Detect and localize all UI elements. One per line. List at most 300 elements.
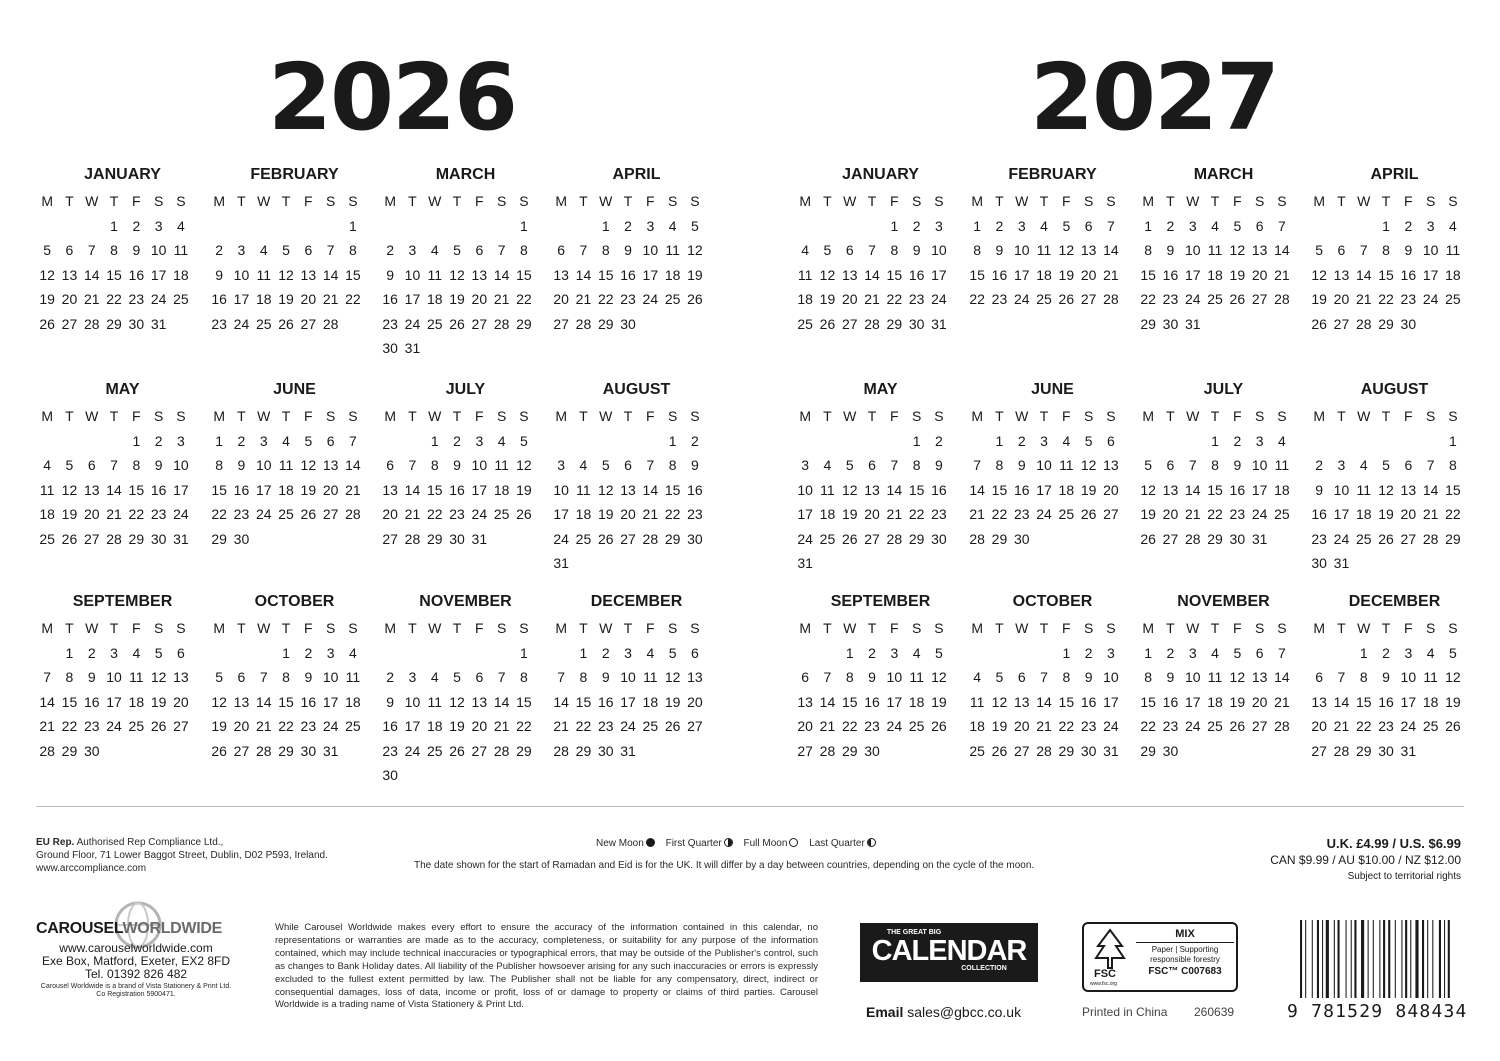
day-cell: 16 [211, 291, 227, 307]
day-cell: 8 [132, 457, 141, 473]
day-cell: 23 [908, 291, 925, 307]
weekday-header: S [496, 408, 507, 424]
day-cell: 11 [427, 266, 443, 283]
month-day-grid [550, 189, 715, 336]
day-cell: 14 [819, 693, 836, 710]
day-cell: 19 [150, 693, 167, 710]
day-cell: 10 [886, 669, 903, 685]
day-cell: 28 [642, 530, 659, 547]
day-cell: 8 [973, 242, 982, 258]
day-cell: 17 [471, 481, 488, 498]
month-day-grid [1308, 189, 1473, 336]
day-cell: 13 [233, 693, 250, 710]
day-cell: 21 [404, 506, 421, 522]
weekday-header: T [408, 408, 417, 424]
day-cell: 27 [1103, 506, 1119, 522]
day-cell: 29 [106, 315, 122, 332]
day-cell: 19 [1378, 506, 1394, 522]
day-cell: 28 [969, 530, 985, 547]
new-moon-label: New Moon [596, 838, 644, 849]
day-cell: 17 [404, 291, 421, 307]
weekday-header: W [257, 620, 271, 636]
weekday-header: F [475, 620, 484, 636]
day-cell: 13 [1333, 266, 1350, 283]
day-cell: 3 [1426, 217, 1435, 234]
day-cell: 24 [1422, 291, 1439, 307]
day-cell: 30 [128, 315, 145, 332]
month-name: AUGUST [602, 381, 671, 398]
day-cell: 6 [237, 669, 246, 685]
weekday-header: F [890, 620, 899, 636]
day-cell: 20 [471, 718, 488, 734]
day-cell: 8 [890, 242, 899, 258]
day-cell: 4 [801, 242, 810, 258]
day-cell: 22 [1378, 291, 1394, 307]
eu-rep-line1: Authorised Rep Compliance Ltd., [76, 837, 224, 848]
weekday-header: S [1277, 193, 1287, 209]
empty-day-cell [794, 214, 816, 239]
day-cell: 4 [430, 242, 439, 258]
day-cell: 22 [1140, 291, 1156, 307]
weekday-header: W [843, 408, 857, 424]
day-cell: 11 [1274, 457, 1290, 473]
weekday-header: F [304, 193, 313, 209]
day-cell: 11 [1207, 669, 1223, 685]
day-cell: 6 [1255, 217, 1264, 234]
day-cell: 24 [797, 530, 813, 547]
day-cell: 8 [1382, 242, 1390, 258]
day-cell: 24 [471, 506, 488, 522]
first-quarter-icon [724, 838, 733, 847]
day-cell: 15 [1355, 693, 1372, 710]
barcode-icon [1298, 920, 1458, 1002]
empty-day-cell [424, 641, 446, 666]
weekday-header: S [348, 620, 358, 636]
weekday-header: F [1062, 193, 1071, 209]
day-cell: 21 [1274, 693, 1290, 710]
weekday-header: S [1448, 193, 1458, 209]
empty-day-cell [1330, 429, 1352, 454]
day-cell: 15 [1058, 693, 1075, 710]
day-cell: 1 [1359, 644, 1368, 661]
month-2026-8 [550, 379, 715, 576]
weekday-header: T [452, 408, 462, 424]
day-cell: 8 [1211, 457, 1219, 473]
weekday-header: W [428, 408, 442, 424]
publisher-logo [36, 920, 236, 938]
day-cell: 10 [931, 242, 947, 258]
day-cell: 15 [1207, 481, 1223, 498]
day-cell: 21 [886, 506, 903, 522]
year-title-2026: 2026 [268, 44, 517, 151]
day-cell: 16 [83, 693, 100, 710]
day-cell: 6 [691, 644, 699, 661]
day-cell: 23 [382, 315, 398, 332]
day-cell: 17 [322, 693, 339, 710]
empty-day-cell [490, 214, 512, 239]
day-cell: 15 [991, 481, 1008, 498]
day-cell: 5 [995, 669, 1004, 685]
day-cell: 28 [1036, 742, 1052, 759]
day-cell: 2 [691, 432, 699, 449]
weekday-header: T [1039, 193, 1049, 209]
fsc-code: FSC™ C007683 [1148, 966, 1222, 977]
weekday-header: S [1106, 408, 1116, 424]
empty-day-cell [468, 641, 490, 666]
day-cell: 2 [386, 242, 395, 258]
weekday-header: F [475, 193, 484, 209]
day-cell: 1 [1144, 217, 1153, 234]
gbcc-main: CALENDAR [871, 935, 1027, 967]
day-cell: 9 [453, 457, 461, 473]
day-cell: 30 [83, 742, 100, 759]
day-cell: 5 [691, 217, 699, 234]
weekday-header: S [153, 193, 164, 209]
day-cell: 5 [823, 242, 832, 258]
day-cell: 30 [1162, 315, 1179, 332]
day-cell: 7 [973, 457, 982, 473]
day-cell: 8 [282, 669, 290, 685]
month-2026-3 [379, 164, 544, 361]
day-cell: 14 [1274, 669, 1290, 685]
day-cell: 25 [1445, 291, 1461, 307]
day-cell: 3 [1188, 644, 1197, 661]
day-cell: 9 [1233, 457, 1242, 473]
empty-day-cell [230, 214, 252, 239]
day-cell: 28 [819, 742, 836, 759]
day-cell: 16 [1013, 481, 1030, 498]
day-cell: 9 [1084, 669, 1093, 685]
weekday-header: S [1425, 620, 1436, 636]
month-day-grid [794, 616, 959, 763]
day-cell: 21 [1103, 266, 1119, 283]
empty-day-cell [275, 214, 297, 239]
day-cell: 30 [687, 530, 703, 547]
day-cell: 13 [620, 481, 636, 498]
day-cell: 14 [493, 266, 510, 283]
day-cell: 22 [841, 718, 858, 734]
day-cell: 3 [1107, 644, 1115, 661]
day-cell: 27 [382, 530, 398, 547]
day-cell: 3 [1188, 217, 1197, 234]
day-cell: 8 [110, 242, 118, 258]
day-cell: 26 [1140, 530, 1156, 547]
day-cell: 13 [553, 266, 569, 283]
day-cell: 7 [349, 432, 357, 449]
day-cell: 23 [449, 506, 465, 522]
day-cell: 7 [87, 242, 96, 258]
day-cell: 19 [1058, 266, 1075, 283]
weekday-header: M [1313, 620, 1325, 636]
day-cell: 22 [516, 718, 532, 734]
fsc-badge [1082, 922, 1238, 992]
month-name: JANUARY [84, 166, 161, 183]
day-cell: 9 [215, 266, 224, 283]
weekday-header: W [1015, 193, 1029, 209]
product-code: 260639 [1194, 1005, 1235, 1019]
day-cell: 10 [1400, 669, 1417, 685]
month-name: OCTOBER [1012, 593, 1093, 610]
weekday-header: T [237, 193, 246, 209]
day-cell: 1 [1144, 644, 1153, 661]
day-cell: 6 [1084, 217, 1093, 234]
day-cell: 17 [931, 266, 947, 283]
day-cell: 12 [1311, 266, 1327, 283]
year-title-2027: 2027 [1030, 44, 1279, 151]
month-2026-11 [379, 591, 544, 788]
month-day-grid [1308, 616, 1473, 763]
day-cell: 14 [1036, 693, 1052, 710]
empty-day-cell [490, 641, 512, 666]
weekday-header: T [623, 620, 633, 636]
day-cell: 17 [797, 506, 813, 522]
day-cell: 11 [1356, 481, 1372, 498]
day-cell: 24 [931, 291, 947, 307]
month-2026-5 [36, 379, 201, 551]
day-cell: 5 [601, 457, 610, 473]
day-cell: 4 [1278, 432, 1286, 449]
day-cell: 21 [969, 506, 985, 522]
day-cell: 10 [471, 457, 488, 473]
empty-day-cell [1137, 429, 1159, 454]
month-day-grid [794, 404, 959, 576]
day-cell: 14 [1103, 242, 1119, 258]
day-cell: 18 [1355, 506, 1372, 522]
day-cell: 15 [1378, 266, 1394, 283]
day-cell: 23 [233, 506, 250, 522]
empty-day-cell [550, 214, 572, 239]
day-cell: 3 [1017, 217, 1026, 234]
day-cell: 4 [132, 644, 141, 661]
eu-rep-label: EU Rep. [36, 837, 75, 848]
day-cell: 4 [349, 644, 357, 661]
day-cell: 26 [1080, 506, 1097, 522]
day-cell: 8 [430, 457, 439, 473]
day-cell: 6 [475, 242, 484, 258]
weekday-header: S [690, 620, 700, 636]
day-cell: 31 [471, 530, 488, 547]
weekday-header: M [41, 620, 53, 636]
day-cell: 18 [255, 291, 272, 307]
day-cell: 9 [1382, 669, 1390, 685]
weekday-header: T [65, 193, 74, 209]
day-cell: 16 [300, 693, 317, 710]
weekday-header: M [1313, 193, 1325, 209]
day-cell: 10 [642, 242, 659, 258]
day-cell: 8 [1144, 669, 1153, 685]
day-cell: 24 [404, 742, 421, 759]
day-cell: 5 [935, 644, 943, 661]
fsc-mix: MIX [1175, 928, 1195, 940]
day-cell: 17 [1251, 481, 1268, 498]
day-cell: 13 [1251, 242, 1268, 258]
weekday-header: W [257, 408, 271, 424]
weekday-header: M [1142, 620, 1154, 636]
day-cell: 14 [575, 266, 592, 283]
day-cell: 5 [1382, 457, 1390, 473]
publisher-tel: Tel. 01392 826 482 [84, 967, 188, 981]
day-cell: 24 [1013, 291, 1030, 307]
day-cell: 28 [1184, 530, 1201, 547]
day-cell: 22 [908, 506, 925, 522]
publisher-logo-right: WORLDWIDE [122, 920, 223, 937]
weekday-header: W [1357, 620, 1371, 636]
day-cell: 28 [39, 742, 55, 759]
day-cell: 24 [1184, 291, 1201, 307]
day-cell: 15 [886, 266, 903, 283]
day-cell: 10 [1333, 481, 1350, 498]
day-cell: 25 [1207, 291, 1223, 307]
day-cell: 30 [1162, 742, 1179, 759]
weekday-header: S [1448, 408, 1458, 424]
empty-day-cell [1159, 429, 1181, 454]
day-cell: 1 [430, 432, 439, 449]
day-cell: 30 [300, 742, 317, 759]
day-cell: 7 [1426, 457, 1435, 473]
day-cell: 9 [935, 457, 943, 473]
day-cell: 12 [1229, 242, 1246, 258]
month-day-grid [1308, 404, 1473, 576]
empty-day-cell [36, 429, 58, 454]
day-cell: 10 [1251, 457, 1268, 473]
day-cell: 8 [1062, 669, 1071, 685]
day-cell: 28 [255, 742, 272, 759]
weekday-header: T [1381, 193, 1391, 209]
weekday-header: F [1404, 620, 1413, 636]
day-cell: 19 [1311, 291, 1327, 307]
day-cell: 18 [345, 693, 361, 710]
day-cell: 7 [890, 457, 899, 473]
day-cell: 9 [386, 693, 395, 710]
day-cell: 27 [471, 742, 488, 759]
day-cell: 17 [886, 693, 903, 710]
day-cell: 2 [1017, 432, 1026, 449]
weekday-header: S [519, 193, 529, 209]
month-day-grid [794, 189, 959, 336]
weekday-header: W [599, 193, 613, 209]
day-cell: 2 [624, 217, 632, 234]
weekday-header: F [890, 193, 899, 209]
month-2027-9 [794, 591, 959, 763]
day-cell: 13 [322, 457, 339, 473]
day-cell: 18 [39, 506, 55, 522]
day-cell: 1 [668, 432, 677, 449]
day-cell: 23 [83, 718, 100, 734]
empty-day-cell [595, 429, 617, 454]
day-cell: 8 [65, 669, 74, 685]
day-cell: 31 [150, 315, 167, 332]
day-cell: 19 [300, 481, 317, 498]
day-cell: 6 [304, 242, 313, 258]
day-cell: 13 [382, 481, 398, 498]
month-name: APRIL [612, 166, 661, 183]
weekday-header: F [1233, 408, 1242, 424]
day-cell: 6 [177, 644, 185, 661]
day-cell: 9 [1315, 481, 1324, 498]
day-cell: 17 [150, 266, 167, 283]
day-cell: 2 [912, 217, 921, 234]
weekday-header: S [690, 193, 700, 209]
weekday-header: T [237, 620, 246, 636]
weekday-header: F [1404, 408, 1413, 424]
day-cell: 1 [1449, 432, 1457, 449]
month-name: MAY [105, 381, 140, 398]
day-cell: 21 [642, 506, 659, 522]
weekday-header: F [646, 620, 655, 636]
day-cell: 22 [1058, 718, 1075, 734]
gbcc-logo [860, 923, 1038, 982]
day-cell: 12 [449, 266, 465, 283]
empty-day-cell [1330, 214, 1352, 239]
empty-day-cell [839, 214, 861, 239]
day-cell: 24 [1400, 718, 1417, 734]
weekday-header: S [934, 193, 944, 209]
day-cell: 18 [173, 266, 189, 283]
weekday-header: W [428, 193, 442, 209]
day-cell: 27 [687, 718, 703, 734]
month-name: OCTOBER [254, 593, 335, 610]
day-cell: 4 [1062, 432, 1071, 449]
day-cell: 18 [1207, 693, 1223, 710]
day-cell: 7 [557, 669, 566, 685]
empty-day-cell [253, 641, 275, 666]
day-cell: 11 [278, 457, 294, 473]
day-cell: 31 [1103, 742, 1119, 759]
day-cell: 24 [642, 291, 659, 307]
weekday-header: S [1254, 193, 1265, 209]
day-cell: 31 [553, 555, 569, 571]
day-cell: 29 [211, 530, 227, 547]
day-cell: 19 [1445, 693, 1461, 710]
weekday-header: W [428, 620, 442, 636]
day-cell: 11 [909, 669, 924, 685]
day-cell: 29 [278, 742, 294, 759]
weekday-header: M [799, 408, 811, 424]
day-cell: 10 [322, 669, 339, 685]
day-cell: 18 [969, 718, 985, 734]
day-cell: 27 [1251, 718, 1268, 734]
day-cell: 23 [1378, 718, 1394, 734]
day-cell: 15 [1140, 693, 1156, 710]
empty-day-cell [36, 214, 58, 239]
month-name: DECEMBER [1348, 593, 1441, 610]
day-cell: 3 [177, 432, 185, 449]
day-cell: 19 [61, 506, 78, 522]
day-cell: 18 [426, 718, 443, 734]
day-cell: 2 [453, 432, 461, 449]
empty-day-cell [208, 641, 230, 666]
day-cell: 10 [150, 242, 167, 258]
day-cell: 4 [912, 644, 921, 661]
empty-day-cell [861, 214, 883, 239]
day-cell: 10 [404, 266, 421, 283]
day-cell: 13 [173, 669, 189, 685]
day-cell: 4 [177, 217, 185, 234]
empty-day-cell [1353, 429, 1375, 454]
day-cell: 14 [1184, 481, 1201, 498]
weekday-header: S [1106, 193, 1116, 209]
day-cell: 6 [1107, 432, 1115, 449]
day-cell: 1 [1062, 644, 1071, 661]
day-cell: 17 [233, 291, 250, 307]
day-cell: 15 [969, 266, 985, 283]
empty-day-cell [379, 641, 401, 666]
email-address[interactable]: sales@gbcc.co.uk [907, 1004, 1022, 1020]
empty-day-cell [794, 641, 816, 666]
day-cell: 2 [132, 217, 141, 234]
day-cell: 22 [278, 718, 294, 734]
day-cell: 28 [83, 315, 100, 332]
